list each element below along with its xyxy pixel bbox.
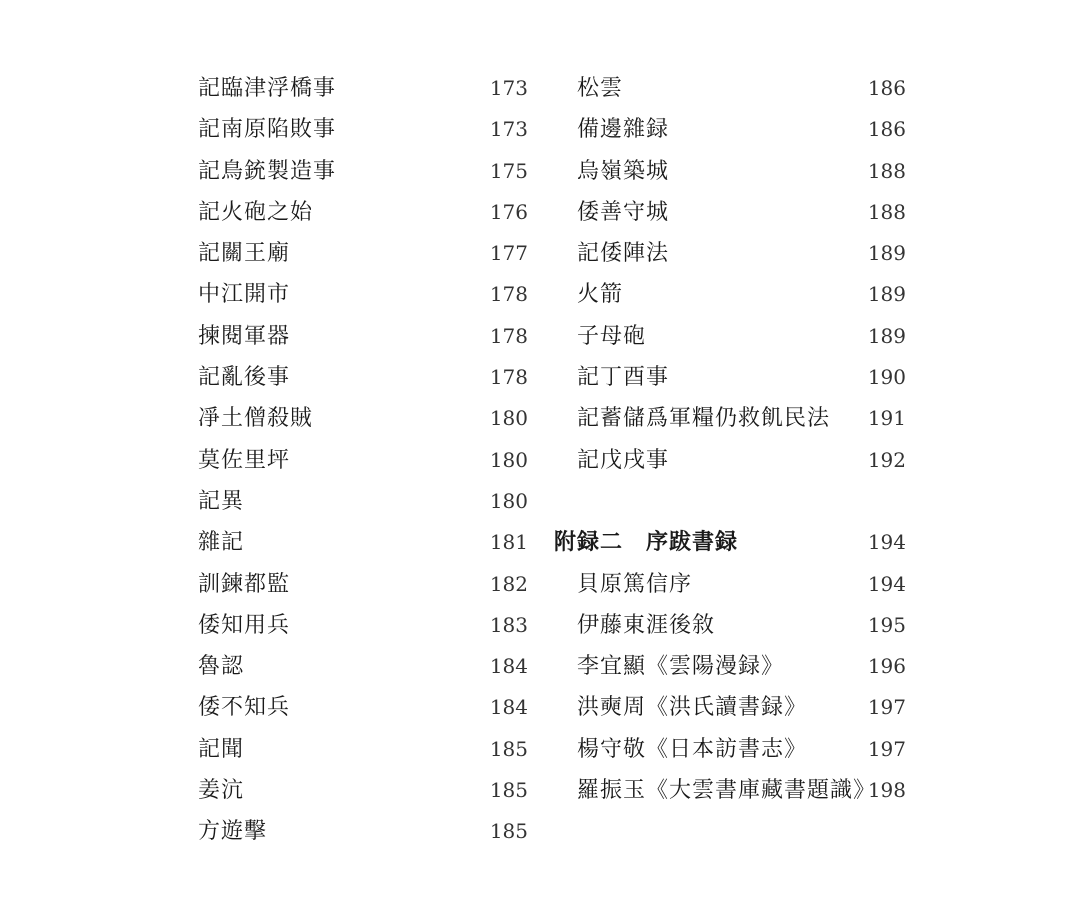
toc-entry-title: 倭知用兵 [198, 612, 291, 638]
toc-entry [554, 646, 906, 687]
toc-entry-page-number: 191 [867, 406, 906, 431]
toc-entry-title: 記倭陣法 [577, 241, 670, 267]
toc-entry-title: 貝原篤信序 [577, 571, 693, 597]
toc-entry [198, 770, 528, 811]
toc-entry-title: 魯認 [198, 654, 245, 680]
toc-entry-page-number: 178 [489, 323, 528, 348]
toc-entry [554, 564, 906, 605]
toc-entry-title: 伊藤東涯後敘 [577, 612, 716, 638]
toc-entry-title: 洪奭周《洪氏讀書録》 [577, 695, 808, 721]
toc-entry-title: 揀閱軍器 [198, 323, 291, 349]
toc-entry-page-number: 188 [867, 158, 906, 183]
toc-entry [198, 481, 528, 522]
toc-entry-page-number: 195 [867, 612, 906, 637]
toc-entry-page-number: 189 [867, 241, 906, 266]
toc-entry [198, 192, 528, 233]
toc-entry [198, 109, 528, 150]
toc-entry-title: 倭善守城 [577, 199, 670, 225]
toc-entry-title: 記臨津浮橋事 [198, 76, 337, 101]
toc-entry [198, 68, 528, 109]
toc-entry-title: 松雲 [577, 76, 624, 101]
toc-entry-page-number: 198 [867, 778, 906, 803]
toc-entry-title: 記關王廟 [198, 241, 291, 267]
toc-entry [554, 151, 906, 192]
toc-entry [554, 440, 906, 481]
toc-entry-title: 楊守敬《日本訪書志》 [577, 736, 808, 762]
toc-entry [554, 109, 906, 150]
toc-entry-title: 附録二 序跋書録 [554, 529, 739, 556]
toc-entry [554, 398, 906, 439]
toc-column-left [198, 68, 528, 853]
toc-entry [554, 605, 906, 646]
toc-entry-page-number: 180 [489, 447, 528, 472]
toc-entry-page-number: 175 [489, 158, 528, 183]
toc-section-heading [554, 522, 906, 563]
toc-entry-page-number: 183 [489, 612, 528, 637]
toc-entry [198, 605, 528, 646]
toc-entry-page-number: 182 [489, 571, 528, 596]
toc-entry-page-number: 177 [489, 241, 528, 266]
toc-entry [554, 68, 906, 109]
toc-entry [554, 316, 906, 357]
toc-entry-page-number: 186 [867, 117, 906, 142]
toc-entry-page-number: 189 [867, 282, 906, 307]
toc-entry [198, 564, 528, 605]
toc-entry-title: 記異 [198, 488, 245, 514]
toc-entry-title: 記聞 [198, 736, 245, 762]
toc-entry-page-number: 184 [489, 654, 528, 679]
toc-entry-page-number: 173 [489, 117, 528, 142]
toc-entry-title: 羅振玉《大雲書庫藏書題識》 [577, 778, 877, 804]
toc-entry-title: 子母砲 [577, 323, 647, 349]
toc-entry-page-number: 173 [489, 76, 528, 100]
toc-entry [198, 811, 528, 852]
toc-entry [554, 687, 906, 728]
toc-entry-title: 訓鍊都監 [198, 571, 291, 597]
toc-entry-title: 倭不知兵 [198, 695, 291, 721]
toc-entry-title: 記亂後事 [198, 365, 291, 391]
toc-entry-page-number: 178 [489, 282, 528, 307]
toc-entry [198, 274, 528, 315]
toc-entry [554, 357, 906, 398]
toc-column-right [554, 68, 906, 811]
toc-entry [198, 357, 528, 398]
toc-entry [198, 398, 528, 439]
toc-entry [198, 646, 528, 687]
toc-entry-page-number: 188 [867, 199, 906, 224]
toc-entry-title: 火箭 [577, 282, 624, 308]
toc-spacer [554, 481, 906, 522]
toc-entry-title: 雜記 [198, 530, 245, 556]
toc-entry-page-number: 180 [489, 406, 528, 431]
toc-entry [198, 522, 528, 563]
toc-entry-title: 記南原陷敗事 [198, 117, 337, 143]
toc-entry [554, 233, 906, 274]
toc-entry-title: 備邊雜録 [577, 117, 670, 143]
toc-entry-title: 記蓄儲爲軍糧仍救飢民法 [577, 406, 831, 432]
toc-entry-page-number: 189 [867, 323, 906, 348]
toc-entry-title: 凈土僧殺賊 [198, 406, 314, 432]
toc-entry [554, 770, 906, 811]
toc-entry [198, 440, 528, 481]
toc-entry-page-number: 185 [489, 778, 528, 803]
toc-entry [198, 687, 528, 728]
toc-entry [554, 274, 906, 315]
toc-entry-page-number: 186 [867, 76, 906, 100]
toc-entry-page-number: 185 [489, 736, 528, 761]
toc-entry [198, 233, 528, 274]
toc-entry-page-number: 190 [867, 365, 906, 390]
toc-entry-title: 莫佐里坪 [198, 447, 291, 473]
toc-entry-page-number: 194 [867, 571, 906, 596]
toc-entry-page-number: 197 [867, 736, 906, 761]
toc-entry [198, 729, 528, 770]
toc-entry [554, 729, 906, 770]
toc-entry-page-number: 196 [867, 654, 906, 679]
toc-entry-title: 中江開市 [198, 282, 291, 308]
toc-entry [198, 151, 528, 192]
toc-entry-title: 烏嶺築城 [577, 158, 670, 184]
toc-entry-page-number: 181 [489, 530, 528, 555]
toc-entry-title: 姜沆 [198, 778, 245, 804]
toc-entry-title: 李宜顯《雲陽漫録》 [577, 654, 785, 680]
toc-entry-title: 記丁酉事 [577, 365, 670, 391]
toc-entry-title: 方遊擊 [198, 819, 268, 845]
toc-entry-page-number: 184 [489, 695, 528, 720]
toc-entry-page-number: 176 [489, 199, 528, 224]
toc-entry-page-number: 192 [867, 447, 906, 472]
toc-entry [554, 192, 906, 233]
toc-entry-page-number: 194 [867, 530, 906, 555]
toc-entry-page-number: 178 [489, 365, 528, 390]
toc-entry-page-number: 185 [489, 819, 528, 844]
toc-entry-title: 記戊戌事 [577, 447, 670, 473]
toc-entry-title: 記火砲之始 [198, 199, 314, 225]
toc-entry-title: 記鳥銃製造事 [198, 158, 337, 184]
toc-entry-page-number: 197 [867, 695, 906, 720]
toc-entry [198, 316, 528, 357]
toc-entry-page-number: 180 [489, 488, 528, 513]
